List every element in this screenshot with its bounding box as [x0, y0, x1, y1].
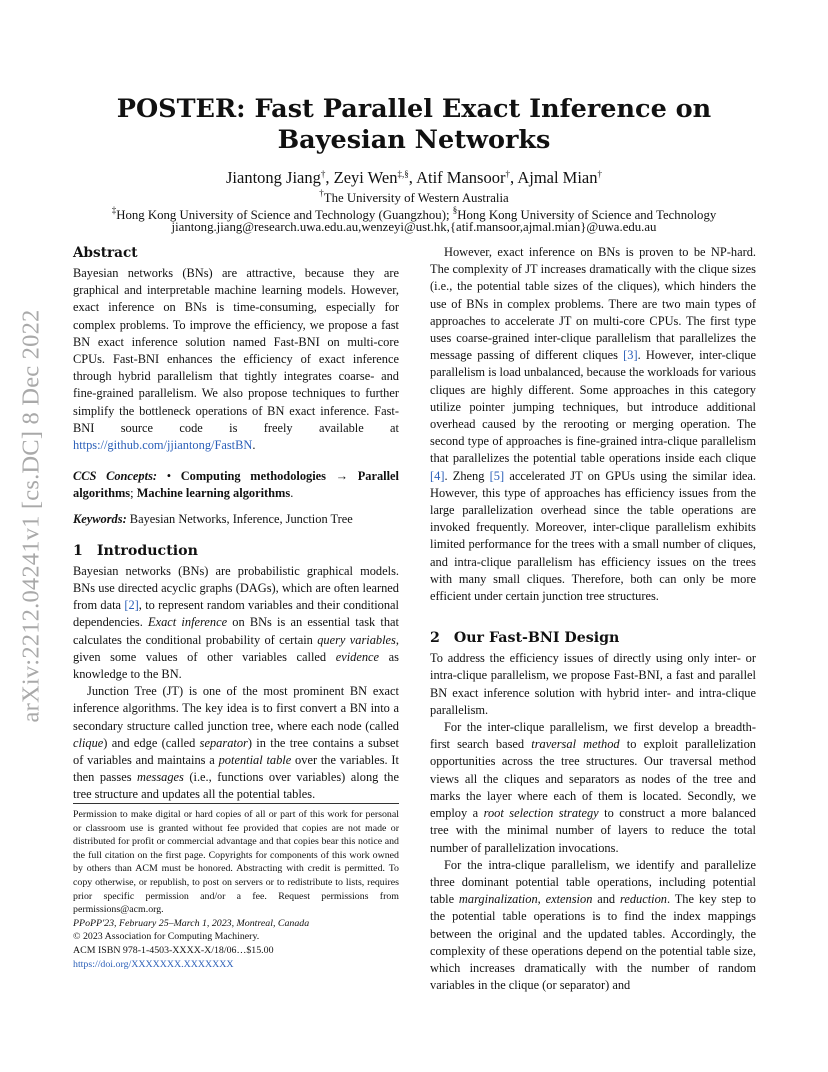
- text: , to represent random variables and their conditional dependencies.: [73, 598, 399, 630]
- emphasis: potential table: [218, 753, 292, 768]
- text: ) and edge (called: [103, 735, 200, 750]
- conference-venue: PPoPP'23, February 25–March 1, 2023, Montreal, Canada: [73, 917, 310, 929]
- text: . However, inter-clique parallelism is load unbalanced, because the workloads for various cliques are highly different. Some approaches in this category utilize pointer jumping techniques, but introduce additional overhead caused by the rerooting or merging operation. The second type of approaches is fine-grained intra-clique parallelism that parallelizes the potential table operations inside each clique: [430, 348, 756, 466]
- author-name: Atif Mansoor: [416, 168, 506, 187]
- arxiv-id: arXiv:2212.04241v1 [cs.DC] 8 Dec 2022: [17, 309, 45, 723]
- emphasis: clique: [73, 735, 104, 750]
- text: ) in the tree contains a subset of variables and maintains a: [73, 735, 399, 768]
- ccs-concepts: [73, 468, 399, 502]
- section-number: 2: [430, 630, 440, 647]
- keywords-label: Keywords:: [73, 511, 127, 526]
- text: ,: [537, 892, 546, 907]
- emphasis: messages: [137, 770, 184, 785]
- text: (i.e., functions over variables) along the tree structure and updates all the potential tables.: [73, 770, 399, 802]
- text: Bayesian networks (BNs) are probabilistic graphical models. BNs use directed acyclic graphs (DAGs), which are often learned from data: [73, 563, 399, 613]
- text: as knowledge to the BN.: [73, 649, 399, 682]
- source-code-link[interactable]: https://github.com/jjiantong/FastBN: [73, 438, 253, 453]
- affiliation-mark: †: [319, 188, 324, 198]
- affiliation-name: The University of Western Australia: [323, 191, 509, 205]
- text: to construct a more balanced tree with the minimal number of layers to reduce the total number of parallelization invocations.: [430, 806, 756, 855]
- emphasis: root selection strategy: [483, 806, 599, 821]
- isbn-line: ACM ISBN 978-1-4503-XXXX-X/18/06…$15.00: [73, 944, 274, 956]
- affiliation-mark: †: [505, 169, 510, 179]
- author-name: Ajmal Mian: [517, 168, 598, 187]
- ccs-value-2: Machine learning algorithms: [136, 486, 291, 501]
- text: For the intra-clique parallelism, we identify and parallelize three dominant potential table operations, including potential table: [430, 857, 756, 907]
- emphasis: query variables: [317, 632, 396, 647]
- affiliation-mark: †: [597, 169, 603, 179]
- affiliation-mark: ‡: [111, 205, 117, 215]
- affiliation-mark: ‡,§: [397, 169, 409, 179]
- text: . Zheng: [444, 468, 490, 483]
- emphasis: extension: [545, 892, 593, 907]
- emphasis: marginalization: [458, 892, 538, 907]
- punctuation: .: [290, 486, 294, 501]
- emphasis: evidence: [335, 649, 380, 664]
- text: accelerated JT on GPUs using the similar idea. However, this type of approaches has efficiency issues from the large parallelization overhead since the table operations are invoked frequently. Moreover, inter-clique parallelism exhibits limited performance for the trees with a small number of cliques, and intra-clique parallelism has efficiency issues on the trees with many small cliques. Therefore, both can only be more efficient under certain junction tree structures.: [430, 468, 756, 604]
- text: on BNs is an essential task that calculates the conditional probability of certain: [73, 615, 399, 647]
- arxiv-stamp: [14, 262, 48, 770]
- text: and: [592, 892, 620, 907]
- text: Junction Tree (JT) is one of the most prominent BN exact inference algorithms. The key idea is to first convert a BN into a secondary structure called junction tree, where each node (called: [73, 684, 399, 733]
- left-column: [73, 244, 399, 804]
- footnote-rule: [73, 803, 399, 804]
- ccs-bullet: •: [157, 469, 181, 484]
- abstract-body: Bayesian networks (BNs) are attractive, because they are graphical and interpretable machine learning models. However, exact inference on BNs is time-consuming, especially for complex problems. To improve the efficiency, we propose a fast BN exact inference solution named Fast-BNI on multi-core CPUs. Fast-BNI enhances the efficiency of exact inference through hybrid parallelism that tightly integrates coarse- and fine-grained parallelism. We also propose techniques to further simplify the bottleneck operations of BN exact inference. Fast-BNI source code is freely available at: [73, 266, 399, 435]
- design-paragraph-1: To address the efficiency issues of directly using only inter- or intra-clique parallelism, we propose Fast-BNI, a fast and parallel BN exact inference solution with hybrid inter- and intra-clique parallelism.: [430, 651, 756, 717]
- paper-title: POSTER: Fast Parallel Exact Inference on Bayesian Networks: [116, 94, 712, 155]
- intro-paragraph-2: [73, 683, 399, 803]
- keywords-value: Bayesian Networks, Inference, Junction Tree: [126, 511, 353, 526]
- affiliation-mark: †: [320, 169, 326, 179]
- keywords: [73, 511, 399, 528]
- text: For the inter-clique parallelism, we first develop a breadth-first search based: [430, 720, 756, 752]
- abstract-heading: Abstract: [73, 245, 138, 261]
- ccs-label: CCS Concepts:: [73, 469, 158, 484]
- emphasis: separator: [199, 735, 248, 750]
- section-number: 1: [73, 542, 83, 559]
- design-paragraph-3: [430, 857, 756, 995]
- intro-paragraph-1: [73, 563, 399, 683]
- ccs-value: Computing methodologies → Parallel algorithms: [73, 469, 399, 501]
- citation-link[interactable]: [4]: [430, 468, 445, 483]
- text: However, exact inference on BNs is proven to be NP-hard. The complexity of JT increases dramatically with the clique sizes (i.e., the potential table sizes of the cliques), which hinders the use of BNs in complex problems. There are two main types of approaches to accelerate JT on multi-core CPUs. The first type uses coarse-grained inter-clique parallelism that parallelizes the message passing of different cliques: [430, 245, 756, 363]
- author-list: Jiantong Jiang†, Zeyi Wen‡,§, Atif Mansoor†, Ajmal Mian†: [225, 168, 603, 187]
- text: over the variables. It then passes: [73, 753, 399, 785]
- permission-notice: Permission to make digital or hard copies of all or part of this work for personal or classroom use is granted without fee provided that copies are not made or distributed for profit or commercial advantage and that copies bear this notice and the full citation on the first page. Copyrights for components of this work owned by others than ACM must be honored. Abstracting with credit is permitted. To copy otherwise, or republish, to post on servers or to redistribute to lists, requires prior specific permission and/or a fee. Request permissions from permissions@acm.org.: [73, 809, 399, 916]
- text: . The key step to the potential table operations is to find the index mappings between the original and the updated tables. Accordingly, the complexity of these operations depend on the potential table size, which increases dramatically with the number of random variables in the clique (or separator) and: [430, 892, 756, 993]
- intro-paragraph-3: [430, 244, 756, 605]
- citation-link[interactable]: [5]: [489, 468, 505, 483]
- section-title: Our Fast-BNI Design: [453, 630, 620, 647]
- abstract-text: [73, 265, 399, 454]
- emphasis: reduction: [619, 892, 667, 907]
- design-paragraph-2: [430, 719, 756, 857]
- section-heading-introduction: [73, 542, 399, 560]
- affiliation-name: Hong Kong University of Science and Technology (Guangzhou);: [116, 208, 450, 222]
- ccs-separator: ;: [130, 486, 137, 501]
- citation-link[interactable]: [2]: [124, 598, 139, 613]
- punctuation: .: [252, 438, 256, 453]
- right-column: [430, 244, 756, 994]
- author-name: Jiantong Jiang: [225, 168, 321, 187]
- copyright-line: © 2023 Association for Computing Machinery.: [73, 931, 260, 943]
- author-name: Zeyi Wen: [333, 168, 398, 187]
- author-emails: jiantong.jiang@research.uwa.edu.au,wenzeyi@ust.hk,{atif.mansoor,ajmal.mian}@uwa.edu.au: [171, 220, 657, 234]
- section-title: Introduction: [96, 542, 198, 559]
- emphasis: traversal method: [531, 737, 620, 752]
- affiliation-mark: §: [452, 205, 458, 215]
- affiliation-name: Hong Kong University of Science and Technology: [457, 208, 717, 222]
- text: , given some values of other variables called: [73, 632, 399, 664]
- copyright-footnote: [73, 808, 399, 971]
- citation-link[interactable]: [3]: [623, 348, 638, 363]
- doi-link[interactable]: https://doi.org/XXXXXXX.XXXXXXX: [73, 958, 234, 970]
- section-heading-design: [430, 629, 756, 647]
- emphasis: Exact inference: [148, 615, 228, 630]
- text: to exploit parallelization opportunities across the tree structures. Our traversal method views all the cliques and separators as nodes of the tree and marks the layer where each of them is located. Secondly, we employ a: [430, 737, 756, 821]
